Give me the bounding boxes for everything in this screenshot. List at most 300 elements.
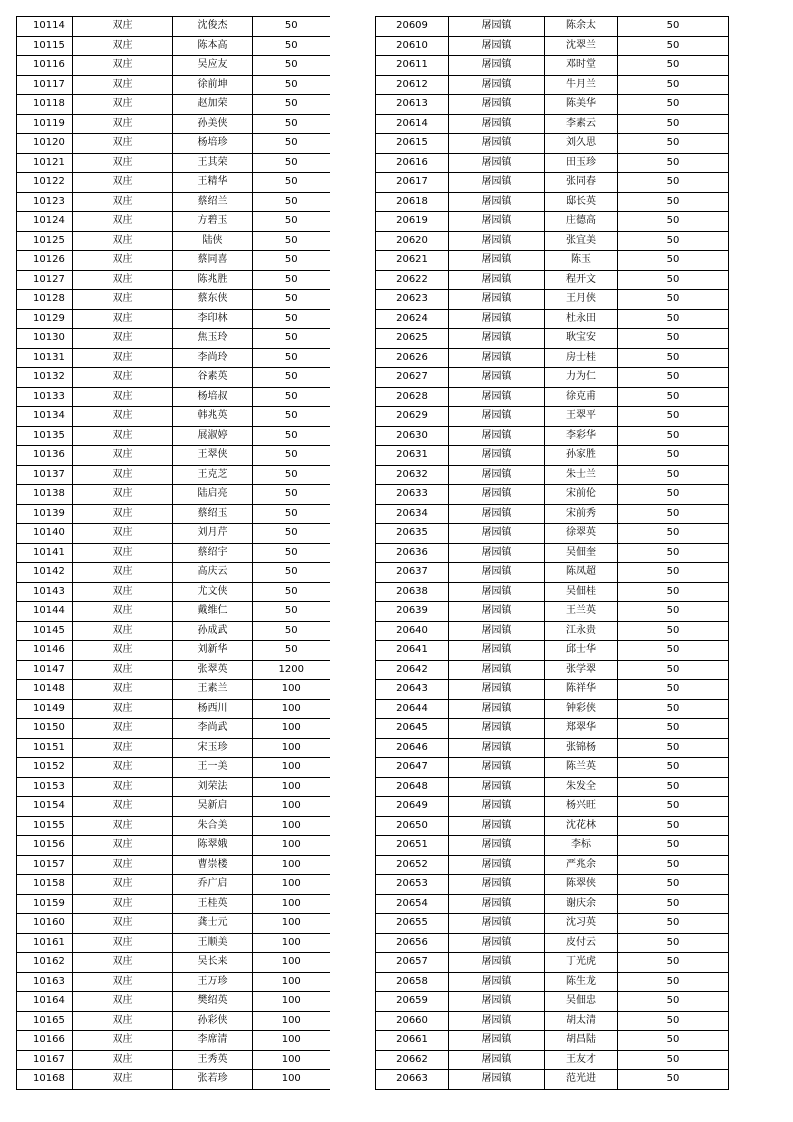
table-row (17, 465, 330, 485)
amount-cell: 100 (253, 797, 330, 817)
id-cell: 20637 (376, 563, 449, 583)
amount-cell: 50 (618, 329, 729, 349)
name-cell: 王顺美 (173, 933, 253, 953)
town-cell: 双庄 (73, 192, 173, 212)
town-cell: 屠园镇 (449, 933, 545, 953)
table-row (376, 465, 729, 485)
id-cell: 20627 (376, 368, 449, 388)
name-cell: 牛月兰 (545, 75, 618, 95)
amount-cell: 50 (253, 173, 330, 193)
id-cell: 10146 (17, 641, 73, 661)
table-row (17, 602, 330, 622)
name-cell: 田玉珍 (545, 153, 618, 173)
id-cell: 10159 (17, 894, 73, 914)
id-cell: 10144 (17, 602, 73, 622)
amount-cell: 50 (253, 602, 330, 622)
id-cell: 20614 (376, 114, 449, 134)
town-cell: 屠园镇 (449, 953, 545, 973)
table-row (17, 992, 330, 1012)
name-cell: 朱发全 (545, 777, 618, 797)
town-cell: 屠园镇 (449, 504, 545, 524)
amount-cell: 50 (618, 797, 729, 817)
id-cell: 20618 (376, 192, 449, 212)
name-cell: 王桂英 (173, 894, 253, 914)
id-cell: 20622 (376, 270, 449, 290)
amount-cell: 50 (618, 290, 729, 310)
amount-cell: 100 (253, 699, 330, 719)
id-cell: 20628 (376, 387, 449, 407)
table-row (17, 173, 330, 193)
amount-cell: 50 (618, 680, 729, 700)
town-cell: 双庄 (73, 504, 173, 524)
left-table (16, 16, 330, 1090)
town-cell: 屠园镇 (449, 465, 545, 485)
id-cell: 10122 (17, 173, 73, 193)
amount-cell: 50 (618, 621, 729, 641)
table-row (17, 524, 330, 544)
id-cell: 10150 (17, 719, 73, 739)
amount-cell: 50 (618, 816, 729, 836)
town-cell: 双庄 (73, 270, 173, 290)
name-cell: 胡太清 (545, 1011, 618, 1031)
town-cell: 双庄 (73, 153, 173, 173)
amount-cell: 50 (618, 1070, 729, 1090)
table-row (376, 75, 729, 95)
town-cell: 屠园镇 (449, 680, 545, 700)
name-cell: 王翠侠 (173, 446, 253, 466)
id-cell: 20641 (376, 641, 449, 661)
id-cell: 10149 (17, 699, 73, 719)
town-cell: 双庄 (73, 426, 173, 446)
table-row (17, 56, 330, 76)
table-row (17, 933, 330, 953)
id-cell: 20659 (376, 992, 449, 1012)
table-row (17, 660, 330, 680)
table-row (376, 816, 729, 836)
amount-cell: 50 (618, 660, 729, 680)
id-cell: 10139 (17, 504, 73, 524)
id-cell: 20635 (376, 524, 449, 544)
amount-cell: 50 (618, 777, 729, 797)
town-cell: 双庄 (73, 407, 173, 427)
id-cell: 10114 (17, 17, 73, 37)
amount-cell: 50 (618, 914, 729, 934)
amount-cell: 50 (618, 836, 729, 856)
amount-cell: 100 (253, 933, 330, 953)
table-row (17, 1070, 330, 1090)
table-row (17, 777, 330, 797)
table-row (17, 972, 330, 992)
id-cell: 10119 (17, 114, 73, 134)
town-cell: 屠园镇 (449, 699, 545, 719)
town-cell: 双庄 (73, 251, 173, 271)
town-cell: 双庄 (73, 290, 173, 310)
name-cell: 焦玉玲 (173, 329, 253, 349)
table-row (17, 953, 330, 973)
table-row (376, 777, 729, 797)
town-cell: 双庄 (73, 972, 173, 992)
table-row (376, 36, 729, 56)
amount-cell: 50 (253, 134, 330, 154)
id-cell: 20639 (376, 602, 449, 622)
amount-cell: 50 (618, 387, 729, 407)
name-cell: 皮付云 (545, 933, 618, 953)
name-cell: 沈俊杰 (173, 17, 253, 37)
town-cell: 屠园镇 (449, 1011, 545, 1031)
amount-cell: 50 (618, 953, 729, 973)
table-row (17, 329, 330, 349)
amount-cell: 100 (253, 680, 330, 700)
town-cell: 双庄 (73, 914, 173, 934)
town-cell: 屠园镇 (449, 855, 545, 875)
town-cell: 屠园镇 (449, 387, 545, 407)
table-row (376, 582, 729, 602)
table-row (17, 426, 330, 446)
id-cell: 10128 (17, 290, 73, 310)
town-cell: 双庄 (73, 524, 173, 544)
table-row (17, 387, 330, 407)
id-cell: 20633 (376, 485, 449, 505)
name-cell: 吴新启 (173, 797, 253, 817)
town-cell: 双庄 (73, 719, 173, 739)
id-cell: 10134 (17, 407, 73, 427)
table-row (17, 621, 330, 641)
id-cell: 10136 (17, 446, 73, 466)
id-cell: 10123 (17, 192, 73, 212)
amount-cell: 50 (253, 426, 330, 446)
table-row (376, 309, 729, 329)
name-cell: 沈习英 (545, 914, 618, 934)
id-cell: 20610 (376, 36, 449, 56)
right-table (375, 16, 729, 1090)
table-row (376, 543, 729, 563)
table-row (376, 680, 729, 700)
id-cell: 10145 (17, 621, 73, 641)
town-cell: 屠园镇 (449, 134, 545, 154)
amount-cell: 100 (253, 758, 330, 778)
name-cell: 赵加荣 (173, 95, 253, 115)
amount-cell: 100 (253, 1011, 330, 1031)
name-cell: 高庆云 (173, 563, 253, 583)
table-row (376, 270, 729, 290)
amount-cell: 50 (618, 1031, 729, 1051)
name-cell: 陈翠侠 (545, 875, 618, 895)
id-cell: 20625 (376, 329, 449, 349)
amount-cell: 50 (618, 641, 729, 661)
id-cell: 10116 (17, 56, 73, 76)
name-cell: 陈余太 (545, 17, 618, 37)
town-cell: 双庄 (73, 660, 173, 680)
town-cell: 双庄 (73, 992, 173, 1012)
name-cell: 丁光虎 (545, 953, 618, 973)
id-cell: 10168 (17, 1070, 73, 1090)
town-cell: 双庄 (73, 75, 173, 95)
id-cell: 10156 (17, 836, 73, 856)
name-cell: 刘荣法 (173, 777, 253, 797)
name-cell: 耿宝安 (545, 329, 618, 349)
name-cell: 吴佃忠 (545, 992, 618, 1012)
id-cell: 10135 (17, 426, 73, 446)
id-cell: 20626 (376, 348, 449, 368)
table-row (376, 426, 729, 446)
table-row (376, 485, 729, 505)
town-cell: 屠园镇 (449, 582, 545, 602)
name-cell: 王兰英 (545, 602, 618, 622)
amount-cell: 50 (618, 1050, 729, 1070)
name-cell: 吴应友 (173, 56, 253, 76)
amount-cell: 50 (618, 465, 729, 485)
id-cell: 10137 (17, 465, 73, 485)
id-cell: 20656 (376, 933, 449, 953)
table-row (17, 95, 330, 115)
table-row (17, 738, 330, 758)
amount-cell: 50 (618, 933, 729, 953)
table-row (17, 1050, 330, 1070)
town-cell: 双庄 (73, 348, 173, 368)
table-row (376, 602, 729, 622)
table-row (376, 933, 729, 953)
table-row (17, 699, 330, 719)
name-cell: 龚士元 (173, 914, 253, 934)
town-cell: 屠园镇 (449, 836, 545, 856)
id-cell: 10164 (17, 992, 73, 1012)
table-row (376, 173, 729, 193)
table-row (376, 992, 729, 1012)
id-cell: 20657 (376, 953, 449, 973)
amount-cell: 50 (618, 309, 729, 329)
amount-cell: 50 (618, 855, 729, 875)
id-cell: 10129 (17, 309, 73, 329)
name-cell: 尤文侠 (173, 582, 253, 602)
amount-cell: 50 (618, 758, 729, 778)
id-cell: 10148 (17, 680, 73, 700)
table-row (376, 875, 729, 895)
town-cell: 双庄 (73, 309, 173, 329)
name-cell: 陆启亮 (173, 485, 253, 505)
name-cell: 乔广启 (173, 875, 253, 895)
table-row (17, 816, 330, 836)
id-cell: 20636 (376, 543, 449, 563)
id-cell: 20620 (376, 231, 449, 251)
amount-cell: 50 (253, 465, 330, 485)
town-cell: 屠园镇 (449, 1031, 545, 1051)
name-cell: 谷素英 (173, 368, 253, 388)
amount-cell: 50 (618, 992, 729, 1012)
town-cell: 屠园镇 (449, 738, 545, 758)
id-cell: 20617 (376, 173, 449, 193)
town-cell: 双庄 (73, 602, 173, 622)
id-cell: 10142 (17, 563, 73, 583)
table-row (17, 36, 330, 56)
table-row (17, 368, 330, 388)
table-row (17, 563, 330, 583)
town-cell: 双庄 (73, 465, 173, 485)
table-row (376, 836, 729, 856)
amount-cell: 50 (253, 75, 330, 95)
name-cell: 李印林 (173, 309, 253, 329)
table-row (17, 836, 330, 856)
amount-cell: 50 (253, 641, 330, 661)
table-row (17, 114, 330, 134)
id-cell: 20630 (376, 426, 449, 446)
id-cell: 20642 (376, 660, 449, 680)
amount-cell: 50 (618, 504, 729, 524)
amount-cell: 50 (253, 446, 330, 466)
amount-cell: 50 (253, 329, 330, 349)
amount-cell: 50 (618, 36, 729, 56)
town-cell: 双庄 (73, 816, 173, 836)
town-cell: 双庄 (73, 699, 173, 719)
table-row (376, 1050, 729, 1070)
id-cell: 10152 (17, 758, 73, 778)
name-cell: 樊绍英 (173, 992, 253, 1012)
table-row (376, 719, 729, 739)
table-row (376, 699, 729, 719)
name-cell: 朱合美 (173, 816, 253, 836)
name-cell: 刘新华 (173, 641, 253, 661)
town-cell: 双庄 (73, 738, 173, 758)
table-row (376, 212, 729, 232)
amount-cell: 50 (253, 309, 330, 329)
name-cell: 沈翠兰 (545, 36, 618, 56)
amount-cell: 50 (253, 231, 330, 251)
amount-cell: 100 (253, 894, 330, 914)
amount-cell: 50 (618, 231, 729, 251)
amount-cell: 50 (618, 134, 729, 154)
name-cell: 张学翠 (545, 660, 618, 680)
amount-cell: 50 (618, 894, 729, 914)
town-cell: 屠园镇 (449, 56, 545, 76)
id-cell: 10151 (17, 738, 73, 758)
table-row (376, 660, 729, 680)
table-row (376, 56, 729, 76)
id-cell: 20653 (376, 875, 449, 895)
amount-cell: 100 (253, 777, 330, 797)
table-row (17, 134, 330, 154)
name-cell: 宋前秀 (545, 504, 618, 524)
town-cell: 屠园镇 (449, 407, 545, 427)
table-row (17, 855, 330, 875)
name-cell: 陈美华 (545, 95, 618, 115)
table-row (376, 407, 729, 427)
name-cell: 王精华 (173, 173, 253, 193)
name-cell: 陈翠娥 (173, 836, 253, 856)
town-cell: 屠园镇 (449, 777, 545, 797)
name-cell: 陈生龙 (545, 972, 618, 992)
name-cell: 孙彩侠 (173, 1011, 253, 1031)
name-cell: 王秀英 (173, 1050, 253, 1070)
amount-cell: 50 (253, 56, 330, 76)
id-cell: 10154 (17, 797, 73, 817)
table-row (376, 387, 729, 407)
id-cell: 10147 (17, 660, 73, 680)
table-row (17, 153, 330, 173)
table-row (17, 641, 330, 661)
table-row (17, 407, 330, 427)
table-row (376, 1031, 729, 1051)
name-cell: 方碧玉 (173, 212, 253, 232)
amount-cell: 100 (253, 972, 330, 992)
id-cell: 20609 (376, 17, 449, 37)
name-cell: 张锦杨 (545, 738, 618, 758)
town-cell: 屠园镇 (449, 251, 545, 271)
town-cell: 双庄 (73, 621, 173, 641)
table-row (17, 75, 330, 95)
town-cell: 屠园镇 (449, 368, 545, 388)
id-cell: 20613 (376, 95, 449, 115)
name-cell: 邓时堂 (545, 56, 618, 76)
amount-cell: 50 (618, 719, 729, 739)
amount-cell: 100 (253, 914, 330, 934)
town-cell: 双庄 (73, 485, 173, 505)
name-cell: 吴佃桂 (545, 582, 618, 602)
town-cell: 屠园镇 (449, 992, 545, 1012)
amount-cell: 50 (253, 114, 330, 134)
amount-cell: 50 (618, 75, 729, 95)
id-cell: 20658 (376, 972, 449, 992)
amount-cell: 50 (618, 251, 729, 271)
amount-cell: 100 (253, 738, 330, 758)
amount-cell: 100 (253, 1070, 330, 1090)
table-row (376, 153, 729, 173)
amount-cell: 50 (618, 56, 729, 76)
amount-cell: 50 (618, 699, 729, 719)
table-row (376, 972, 729, 992)
name-cell: 李席清 (173, 1031, 253, 1051)
amount-cell: 50 (618, 348, 729, 368)
name-cell: 王其荣 (173, 153, 253, 173)
name-cell: 杨兴旺 (545, 797, 618, 817)
amount-cell: 50 (253, 407, 330, 427)
id-cell: 10125 (17, 231, 73, 251)
table-row (376, 95, 729, 115)
amount-cell: 50 (253, 95, 330, 115)
name-cell: 曹崇楼 (173, 855, 253, 875)
name-cell: 杨培叔 (173, 387, 253, 407)
id-cell: 20644 (376, 699, 449, 719)
name-cell: 严兆余 (545, 855, 618, 875)
id-cell: 20647 (376, 758, 449, 778)
id-cell: 20655 (376, 914, 449, 934)
id-cell: 10162 (17, 953, 73, 973)
amount-cell: 100 (253, 875, 330, 895)
table-row (17, 680, 330, 700)
name-cell: 王克芝 (173, 465, 253, 485)
name-cell: 徐翠英 (545, 524, 618, 544)
table-row (17, 1011, 330, 1031)
amount-cell: 100 (253, 953, 330, 973)
town-cell: 双庄 (73, 212, 173, 232)
name-cell: 陈兰英 (545, 758, 618, 778)
town-cell: 屠园镇 (449, 543, 545, 563)
amount-cell: 50 (618, 212, 729, 232)
name-cell: 展淑婷 (173, 426, 253, 446)
id-cell: 20629 (376, 407, 449, 427)
town-cell: 双庄 (73, 387, 173, 407)
id-cell: 10120 (17, 134, 73, 154)
name-cell: 徐克甫 (545, 387, 618, 407)
table-row (376, 290, 729, 310)
name-cell: 李标 (545, 836, 618, 856)
id-cell: 10163 (17, 972, 73, 992)
left-table-body (17, 17, 330, 1090)
name-cell: 李素云 (545, 114, 618, 134)
town-cell: 屠园镇 (449, 290, 545, 310)
name-cell: 王月侠 (545, 290, 618, 310)
id-cell: 20643 (376, 680, 449, 700)
name-cell: 李尚武 (173, 719, 253, 739)
table-row (376, 114, 729, 134)
